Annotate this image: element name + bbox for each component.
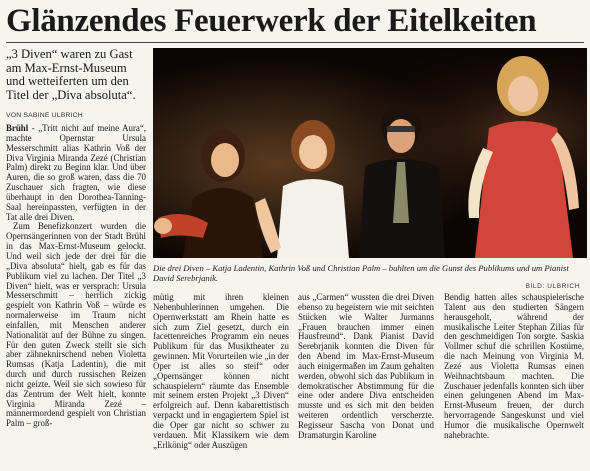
article-column-4 [444,293,584,468]
stage-photo [153,48,587,258]
byline: VON SABINE ULBRICH [6,112,83,119]
column-3-text: aus „Carmen“ wussten die drei Diven ebenso zu begeistern wie mit seichten Stücken wie Walter Jurmanns „Frauen brauchen immer einen Hausfreund“. Dank Pianist David Serebrjanik konnten die Diven für den Abend im Max-Ernst-Museum auch einigermaßen im Zaum gehalten werden, obwohl sich das Publikum in demokratischer Abstimmung für die eine oder andere Diva entscheiden musste und es sich mit den beiden weiteren ordentlich verscherzte. Regisseur Sascha von Donat und Dramaturgin Karoline [298,293,434,440]
photo-credit: BILD: ULBRICH [525,283,580,290]
dateline: Brühl [6,124,29,133]
article-column-1 [6,124,146,468]
headline-rule [6,42,584,43]
column-4-text: Bendig hatten alles schauspielerische Talent aus den studierten Sängern herausgeholt, während der musikalische Leiter Stephan Zilias für den geschmeidigen Ton sorgte. Saskia Vollmer schuf die schrillen Kostüme, die nach Meinung von Virginia M. Zezé aus Violetta Rumsas einen Weihnachtsbaum machten. Die Zuschauer jedenfalls konnten sich über einen gelungenen Abend im Max-Ernst-Museum freuen, der durch hervorragende Sangeskunst und viel Humor die musikalische Opernwelt nahebrachte. [444,293,584,440]
article-column-2 [153,293,289,468]
column-2-text: mütig mit ihren kleinen Nebenbuhlerinnen umgehen. Die Opernwerkstatt am Rhein hatte es sich zum Ziel gesetzt, durch ein facettenreiches Programm ein neues Publikum für das Musiktheater zu gewinnen. Mit Vorurteilen wie „in der Oper ist alles so steif“ oder „Opernsänger können nicht schauspielern“ räumte das Ensemble mit seinem ersten Projekt „3 Diven“ erfolgreich auf. Denn kabarettistisch verpackt und in engagiertem Spiel ist die Oper gar nicht so schwer zu verdauen. Mit Klassikern wie dem „Erlkönig“ oder Auszügen [153,293,289,450]
paragraph-1: - „Tritt nicht auf meine Aura“, machte Opernstar Ursula Messerschmitt alias Kathrin Voß der Diva Virginia Miranda Zezé (Christian Palm) direkt zu Beginn klar. Und über Auren, die so groß waren, dass die 70 Zuschauer sich fragten, wie diese überhaupt in den Dorothea-Tanning-Saal hereinpassten, verfügten in der Tat alle drei Diven. [6,124,146,222]
headline: Glänzendes Feuerwerk der Eitelkeiten [6,3,537,39]
article-column-3 [298,293,434,468]
subheadline: „3 Diven“ waren zu Gast am Max-Ernst-Museum und wetteiferten um den Titel der „Diva absoluta“. [6,47,136,102]
stage-photo-image [153,48,587,258]
photo-caption: Die drei Diven – Katja Ladentin, Kathrin Voß und Christian Palm – buhlten um die Gunst des Publikums und um Pianist David Serebrjanik. [153,263,569,283]
paragraph-2: Zum Benefizkonzert wurden die Opernsängerinnen von der Stadt Brühl in das Max-Ernst-Museum gelockt. Und weil sich jede der drei für die „Diva absoluta“ hielt, gab es für das Publikum viel zu lachen. Der Titel „3 Diven“ hielt, was er versprach: Ursula Messerschmitt – herrlich zickig gespielt von Kathrin Voß – würde es normalerweise im Traum nicht einfallen, mit Menschen anderer Nationalität auf der Bühne zu singen. Für den guten Zweck stellt sie sich aber zähneknirschend neben Violetta Rumsas (Katja Ladentin), die mit durch und durch russischen Reizen nicht geizte. Weil sie sich sowieso für das Zentrum der Welt hielt, konnte Virginia Miranda Zezé – männermordend gespielt von Christian Palm – groß- [6,221,146,429]
